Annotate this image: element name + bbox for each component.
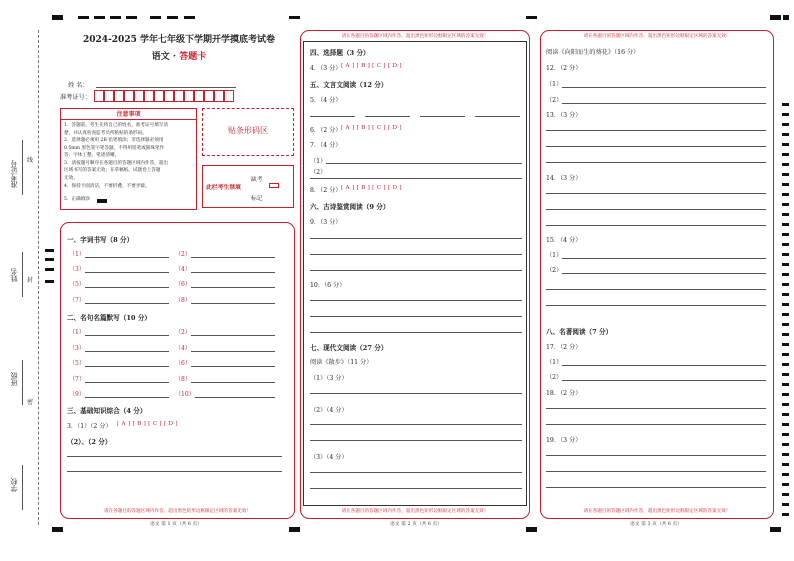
- notice-line: 1．答题前，考生先将自己的姓名，准考证号填写清: [64, 123, 168, 128]
- question-3-2-label: （2）、（2 分）: [67, 438, 112, 446]
- question-4-label: 4．（3 分）: [310, 65, 342, 72]
- timing-mark: [782, 223, 789, 226]
- answer-line[interactable]: [562, 258, 766, 259]
- page-footer: 语文 第 3 页（共 6 页）: [630, 522, 683, 527]
- question-3-1-label: 3．（1）（2 分）: [67, 423, 112, 430]
- timing-mark: [782, 323, 789, 326]
- binding-dashed-line: [38, 30, 39, 525]
- registration-mark: [770, 527, 781, 532]
- answer-label: （4）: [175, 345, 191, 352]
- notice-line: 5．正确填涂: [64, 197, 90, 202]
- answer-line[interactable]: [67, 471, 282, 472]
- answer-line[interactable]: [546, 408, 766, 409]
- answer-line[interactable]: [310, 424, 522, 425]
- answer-line[interactable]: [546, 305, 766, 306]
- answer-label: （2）: [175, 251, 191, 258]
- answer-line[interactable]: [85, 303, 169, 304]
- answer-line[interactable]: [191, 335, 275, 336]
- exam-title: 2024-2025 学年七年级下学期开学摸底考试卷: [83, 35, 275, 45]
- answer-label: （2）: [175, 329, 191, 336]
- timing-mark: [782, 213, 789, 216]
- answer-line[interactable]: [85, 335, 169, 336]
- question-7-label: 7．（4 分）: [310, 142, 342, 149]
- answer-line[interactable]: [191, 366, 275, 367]
- answer-line[interactable]: [191, 303, 275, 304]
- answer-line[interactable]: [310, 488, 522, 489]
- answer-label: （4）: [175, 266, 191, 273]
- section-3-heading: 三、基础知识综合（4 分）: [67, 407, 147, 415]
- answer-line[interactable]: [310, 440, 522, 441]
- notice-line: 3．请按题号顺序在各题目的答题区域内作答，超出: [64, 160, 168, 166]
- answer-line[interactable]: [85, 257, 169, 258]
- question-5-label: 5．（4 分）: [310, 97, 342, 104]
- answer-line[interactable]: [191, 272, 275, 273]
- timing-mark: [782, 333, 789, 336]
- reading-1-label: 阅读《散步》（11 分）: [310, 359, 373, 366]
- absent-label: 此栏考生禁填: [206, 185, 241, 191]
- answer-line[interactable]: [310, 393, 522, 394]
- registration-mark: [150, 16, 161, 19]
- question-15-label: 15．（4 分）: [546, 237, 582, 244]
- answer-line[interactable]: [85, 366, 169, 367]
- side-underline: [22, 140, 23, 195]
- timing-mark: [782, 193, 789, 196]
- answer-label: （5）: [69, 360, 85, 367]
- answer-line[interactable]: [191, 382, 275, 383]
- answer-label: （3）: [69, 266, 85, 273]
- answer-line[interactable]: [67, 456, 282, 457]
- question-13-label: 13．（3 分）: [546, 112, 582, 119]
- question-12-2-label: （2）: [546, 97, 563, 104]
- timing-mark: [782, 413, 789, 416]
- question-9-label: 9．（3 分）: [310, 219, 342, 226]
- section-5-heading: 五、文言文阅读（12 分）: [310, 81, 388, 89]
- q4-choice-options[interactable]: [ A ] [ B ] [ C ] [ D ]: [341, 63, 402, 69]
- exam-no-label: 准考证号：: [60, 94, 91, 101]
- section-4-heading: 四、选择题（3 分）: [310, 49, 370, 57]
- timing-mark: [782, 103, 789, 106]
- notice-line: 2．选择题必须用 2B 铅笔填涂；非选择题必须用: [64, 138, 164, 143]
- answer-line[interactable]: [191, 257, 275, 258]
- question-11-3-label: （3）（4 分）: [310, 454, 348, 461]
- notice-line: 0.5mm 黑色签字笔答题，不得用铅笔或圆珠笔作: [64, 145, 165, 151]
- answer-line[interactable]: [310, 332, 522, 333]
- question-11-1-label: （1）（3 分）: [310, 375, 348, 382]
- side-class-label: 班级: [10, 372, 18, 386]
- answer-label: （7）: [69, 297, 85, 304]
- timing-mark: [782, 423, 789, 426]
- answer-line[interactable]: [546, 209, 766, 210]
- answer-line[interactable]: [546, 130, 766, 131]
- section-7-heading: 七、现代文阅读（27 分）: [310, 344, 388, 352]
- timing-mark: [782, 113, 789, 116]
- answer-card-label: 答题卡: [179, 52, 207, 62]
- timing-mark: [782, 483, 789, 486]
- timing-mark: [782, 283, 789, 286]
- answer-line[interactable]: [191, 287, 275, 288]
- notice-line: 区域书写的答案无效；在草稿纸、试题卷上答题: [64, 168, 161, 173]
- answer-label: （5）: [69, 281, 85, 288]
- answer-line[interactable]: [546, 424, 766, 425]
- answer-line[interactable]: [562, 87, 766, 88]
- notice-line: 4．保持卡面清洁，不要折叠、不要弄破。: [64, 184, 150, 189]
- timing-mark: [45, 258, 54, 261]
- panel-warning: 请在各题目的答题区域内作答，超出黑色矩形边框限定区域的答案无效！: [341, 34, 489, 39]
- section-8-heading: 八、名著阅读（7 分）: [546, 328, 613, 336]
- timing-mark: [45, 280, 54, 283]
- answer-line[interactable]: [85, 272, 169, 273]
- notice-line: 无效。: [64, 175, 78, 181]
- answer-line[interactable]: [365, 116, 410, 117]
- registration-mark: [289, 16, 300, 19]
- answer-label: （1）: [69, 329, 85, 336]
- question-8-label: 8．（2 分）: [310, 187, 342, 194]
- registration-mark: [52, 15, 63, 20]
- timing-mark: [782, 433, 789, 436]
- timing-mark: [45, 268, 54, 271]
- timing-mark: [782, 363, 789, 366]
- timing-mark: [782, 463, 789, 466]
- page-footer: 语文 第 2 页（共 6 页）: [390, 522, 443, 527]
- section-1-heading: 一、字词书写（8 分）: [67, 236, 134, 244]
- timing-mark: [782, 253, 789, 256]
- side-underline: [22, 252, 23, 297]
- answer-line[interactable]: [546, 225, 766, 226]
- answer-line[interactable]: [562, 273, 766, 274]
- question-7-2-label: （2）: [310, 169, 327, 176]
- notice-line: 答；字体工整、笔迹清晰。: [64, 153, 120, 158]
- q3-choice-options[interactable]: [ A ] [ B ] [ C ] [ D ]: [117, 421, 178, 427]
- panel-warning: 请在各题目的答题区域内作答，超出黑色矩形边框限定区域的答案无效！: [583, 509, 731, 514]
- answer-line[interactable]: [310, 116, 355, 117]
- answer-label: （3）: [69, 345, 85, 352]
- question-19-label: 19．（3 分）: [546, 437, 582, 444]
- side-school-label: 学校: [10, 478, 18, 492]
- answer-line[interactable]: [310, 270, 522, 271]
- reading-2-label: 阅读《向阳而生的葵花》（16 分）: [546, 49, 640, 56]
- answer-line[interactable]: [310, 254, 522, 255]
- timing-mark: [782, 393, 789, 396]
- timing-mark: [782, 513, 789, 516]
- answer-line[interactable]: [546, 289, 766, 290]
- question-15-1-label: （1）: [546, 252, 563, 259]
- question-18-label: 18．（2 分）: [546, 390, 582, 397]
- answer-label: （9）: [69, 391, 85, 398]
- name-field[interactable]: [96, 87, 236, 88]
- timing-mark: [782, 153, 789, 156]
- answer-line[interactable]: [546, 193, 766, 194]
- answer-line[interactable]: [310, 178, 522, 179]
- side-line-char: 线: [27, 157, 34, 164]
- timing-mark: [782, 133, 789, 136]
- question-12-1-label: （1）: [546, 81, 563, 88]
- side-name-label: 姓名: [10, 268, 18, 282]
- registration-mark: [289, 527, 300, 532]
- timing-mark: [782, 273, 789, 276]
- panel-warning: 请在各题目的答题区域内作答，超出黑色矩形边框限定区域的答案无效！: [341, 509, 489, 514]
- side-seal-char: 封: [27, 277, 34, 284]
- timing-mark: [782, 173, 789, 176]
- timing-mark: [782, 473, 789, 476]
- timing-mark: [782, 493, 789, 496]
- q6-choice-options[interactable]: [ A ] [ B ] [ C ] [ D ]: [341, 125, 402, 131]
- filled-bubble-sample: [97, 199, 107, 203]
- timing-mark: [782, 293, 789, 296]
- answer-line[interactable]: [195, 397, 275, 398]
- section-6-heading: 六、古诗鉴赏阅读（9 分）: [310, 203, 390, 211]
- answer-line[interactable]: [546, 487, 766, 488]
- exam-subtitle: [64, 49, 294, 62]
- question-6-label: 6．（2 分）: [310, 127, 342, 134]
- answer-label: （6）: [175, 360, 191, 367]
- registration-mark: [94, 16, 105, 19]
- answer-line[interactable]: [562, 365, 766, 366]
- q8-choice-options[interactable]: [ A ] [ B ] [ C ] [ D ]: [341, 185, 402, 191]
- answer-line[interactable]: [85, 287, 169, 288]
- side-exam-no-label: 准考证号: [10, 160, 18, 188]
- answer-line[interactable]: [420, 116, 465, 117]
- registration-mark: [783, 15, 789, 20]
- timing-mark: [782, 233, 789, 236]
- notice-title: 注意事项: [61, 109, 196, 120]
- answer-line[interactable]: [310, 238, 522, 239]
- question-12-label: 12．（2 分）: [546, 65, 582, 72]
- question-7-1-label: （1）: [310, 158, 327, 165]
- timing-mark: [782, 163, 789, 166]
- timing-mark: [782, 403, 789, 406]
- question-14-label: 14．（3 分）: [546, 175, 582, 182]
- answer-line[interactable]: [546, 455, 766, 456]
- timing-mark: [782, 373, 789, 376]
- question-17-1-label: （1）: [546, 359, 563, 366]
- absent-missing-label: 缺考: [251, 177, 263, 183]
- registration-mark: [110, 16, 121, 19]
- panel-inner-frame: [303, 41, 527, 506]
- timing-mark: [782, 353, 789, 356]
- answer-line[interactable]: [546, 146, 766, 147]
- registration-mark: [526, 16, 537, 19]
- answer-line[interactable]: [326, 163, 522, 164]
- notice-line: 楚，并认真检查监考员所粘贴的条形码。: [64, 130, 147, 136]
- timing-mark: [782, 503, 789, 506]
- timing-mark: [782, 313, 789, 316]
- page-footer: 语文 第 1 页（共 6 页）: [150, 522, 203, 527]
- timing-mark: [782, 383, 789, 386]
- answer-line[interactable]: [85, 397, 169, 398]
- timing-mark: [782, 123, 789, 126]
- question-11-2-label: （2）（4 分）: [310, 407, 348, 414]
- section-2-heading: 二、名句名篇默写（10 分）: [67, 314, 152, 322]
- answer-line[interactable]: [546, 162, 766, 163]
- answer-line[interactable]: [85, 382, 169, 383]
- registration-mark: [167, 16, 178, 19]
- answer-line[interactable]: [310, 316, 522, 317]
- absent-bubble[interactable]: [269, 183, 279, 188]
- answer-label: （10）: [175, 391, 195, 398]
- answer-line[interactable]: [546, 471, 766, 472]
- question-10-label: 10．（6 分）: [310, 282, 346, 289]
- answer-line[interactable]: [562, 103, 766, 104]
- question-17-2-label: （2）: [546, 374, 563, 381]
- timing-mark: [782, 203, 789, 206]
- subject-label: 语文 ·: [151, 52, 180, 62]
- answer-line[interactable]: [85, 351, 169, 352]
- answer-label: （7）: [69, 376, 85, 383]
- timing-mark: [782, 243, 789, 246]
- name-label: 姓 名：: [68, 82, 89, 89]
- answer-line[interactable]: [475, 116, 520, 117]
- side-secret-char: 密: [27, 399, 34, 406]
- timing-mark: [782, 263, 789, 266]
- answer-line[interactable]: [191, 351, 275, 352]
- timing-mark: [782, 343, 789, 346]
- absent-mark-label: 标记: [251, 196, 263, 202]
- registration-mark: [184, 16, 195, 19]
- timing-mark: [782, 303, 789, 306]
- answer-line[interactable]: [310, 300, 522, 301]
- panel-warning: 请在各题目的答题区域内作答，超出黑色矩形边框限定区域的答案无效！: [583, 34, 731, 39]
- registration-mark: [526, 527, 537, 532]
- side-underline: [22, 360, 23, 405]
- side-underline: [22, 465, 23, 510]
- registration-mark: [52, 527, 63, 532]
- answer-line[interactable]: [310, 472, 522, 473]
- timing-mark: [782, 183, 789, 186]
- question-15-2-label: （2）: [546, 267, 563, 274]
- timing-mark: [782, 453, 789, 456]
- answer-label: （6）: [175, 281, 191, 288]
- timing-mark: [782, 443, 789, 446]
- barcode-label: 贴条形码区: [228, 126, 268, 135]
- timing-mark: [782, 143, 789, 146]
- answer-label: （8）: [175, 297, 191, 304]
- answer-label: （8）: [175, 376, 191, 383]
- timing-mark: [45, 249, 54, 252]
- registration-mark: [770, 15, 781, 20]
- answer-label: （1）: [69, 251, 85, 258]
- registration-mark: [78, 16, 89, 19]
- question-17-label: 17．（2 分）: [546, 344, 582, 351]
- registration-mark: [126, 16, 137, 19]
- answer-line[interactable]: [562, 380, 766, 381]
- panel-warning: 请在各题目的答题区域内作答，超出黑色矩形边框限定区域的答案无效！: [103, 509, 251, 514]
